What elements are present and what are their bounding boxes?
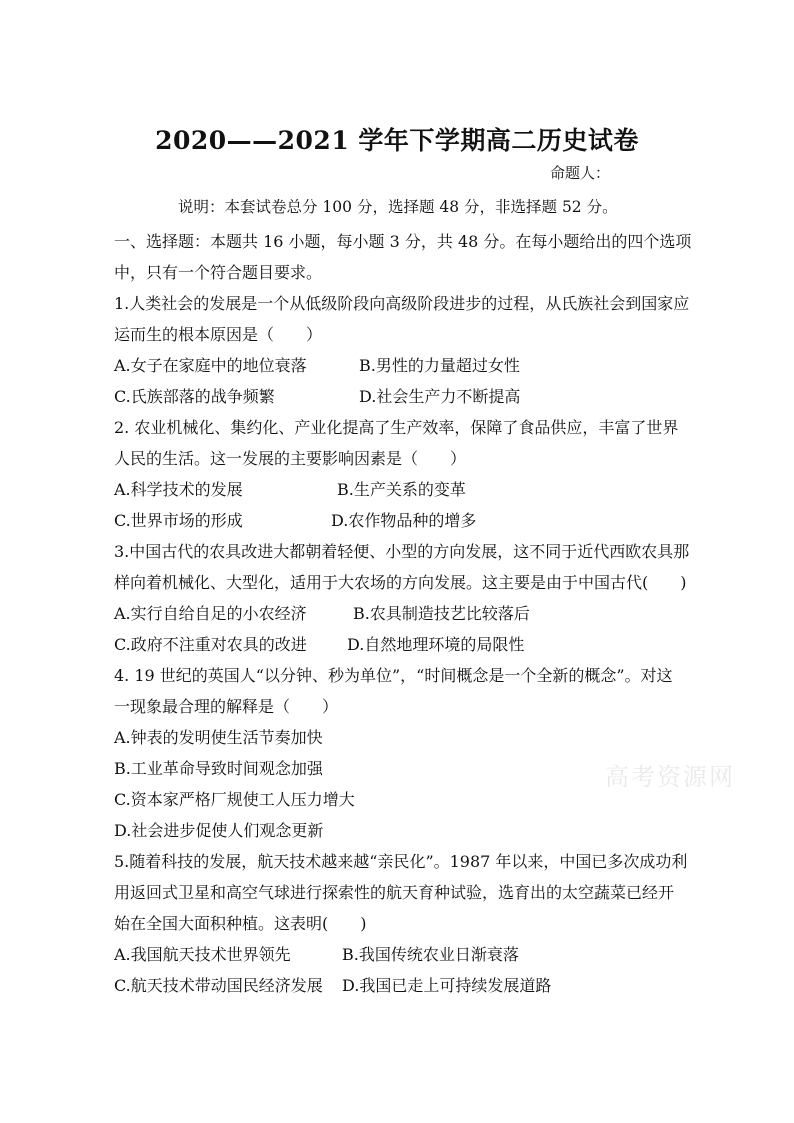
- question-3-stem-cont: 样向着机械化、大型化，适用于大农场的方向发展。这主要是由于中国古代( ): [114, 573, 687, 592]
- question-3-option-d: D.自然地理环境的局限性: [347, 635, 525, 654]
- question-5-stem-cont-2: 始在全国大面积种植。这表明( ): [114, 914, 367, 933]
- question-2-option-c: C.世界市场的形成: [114, 511, 243, 530]
- question-2-option-d: D.农作物品种的增多: [331, 511, 477, 530]
- question-4-option-a: A.钟表的发明使生活节奏加快: [114, 728, 323, 747]
- exam-title: 2020——2021 学年下学期高二历史试卷: [155, 126, 639, 155]
- question-5-option-d: D.我国已走上可持续发展道路: [342, 976, 552, 995]
- question-4-option-c: C.资本家严格厂规使工人压力增大: [114, 790, 355, 809]
- author-label: 命题人：: [550, 164, 611, 182]
- section-heading: 一、选择题：本题共 16 小题，每小题 3 分，共 48 分。在每小题给出的四个选项: [114, 232, 692, 251]
- exam-note: 说明：本套试卷总分 100 分，选择题 48 分，非选择题 52 分。: [178, 198, 618, 216]
- question-3-option-b: B.农具制造技艺比较落后: [353, 604, 530, 623]
- question-4-option-b: B.工业革命导致时间观念加强: [114, 759, 323, 778]
- section-heading-cont: 中，只有一个符合题目要求。: [114, 263, 323, 282]
- question-5-stem-cont-1: 用返回式卫星和高空气球进行探索性的航天育种试验，选育出的太空蔬菜已经开: [114, 883, 675, 902]
- question-3-option-a: A.实行自给自足的小农经济: [114, 604, 307, 623]
- question-5-option-b: B.我国传统农业日渐衰落: [342, 945, 519, 964]
- question-2-option-a: A.科学技术的发展: [114, 480, 243, 499]
- question-1-option-d: D.社会生产力不断提高: [359, 387, 521, 406]
- question-5-option-a: A.我国航天技术世界领先: [114, 945, 291, 964]
- question-2-stem: 2. 农业机械化、集约化、产业化提高了生产效率，保障了食品供应，丰富了世界: [114, 418, 679, 437]
- question-1-stem-cont: 运而生的根本原因是（ ）: [114, 325, 323, 344]
- question-1-option-b: B.男性的力量超过女性: [359, 356, 520, 375]
- question-2-stem-cont: 人民的生活。这一发展的主要影响因素是（ ）: [114, 449, 467, 468]
- question-3-option-c: C.政府不注重对农具的改进: [114, 635, 307, 654]
- question-1-stem: 1.人类社会的发展是一个从低级阶段向高级阶段进步的过程，从氏族社会到国家应: [114, 294, 690, 313]
- question-5-option-c: C.航天技术带动国民经济发展: [114, 976, 323, 995]
- watermark: 高考资源网: [605, 763, 735, 791]
- question-4-stem-cont: 一现象最合理的解释是（ ）: [114, 697, 339, 716]
- question-1-option-c: C.氏族部落的战争频繁: [114, 387, 275, 406]
- question-1-option-a: A.女子在家庭中的地位衰落: [114, 356, 307, 375]
- question-4-stem: 4. 19 世纪的英国人“以分钟、秒为单位”，“时间概念是一个全新的概念”。对这: [114, 666, 673, 685]
- question-2-option-b: B.生产关系的变革: [337, 480, 466, 499]
- question-5-stem: 5.随着科技的发展，航天技术越来越“亲民化”。1987 年以来，中国已多次成功利: [114, 852, 688, 871]
- question-4-option-d: D.社会进步促使人们观念更新: [114, 821, 324, 840]
- question-3-stem: 3.中国古代的农具改进大都朝着轻便、小型的方向发展，这不同于近代西欧农具那: [114, 542, 690, 561]
